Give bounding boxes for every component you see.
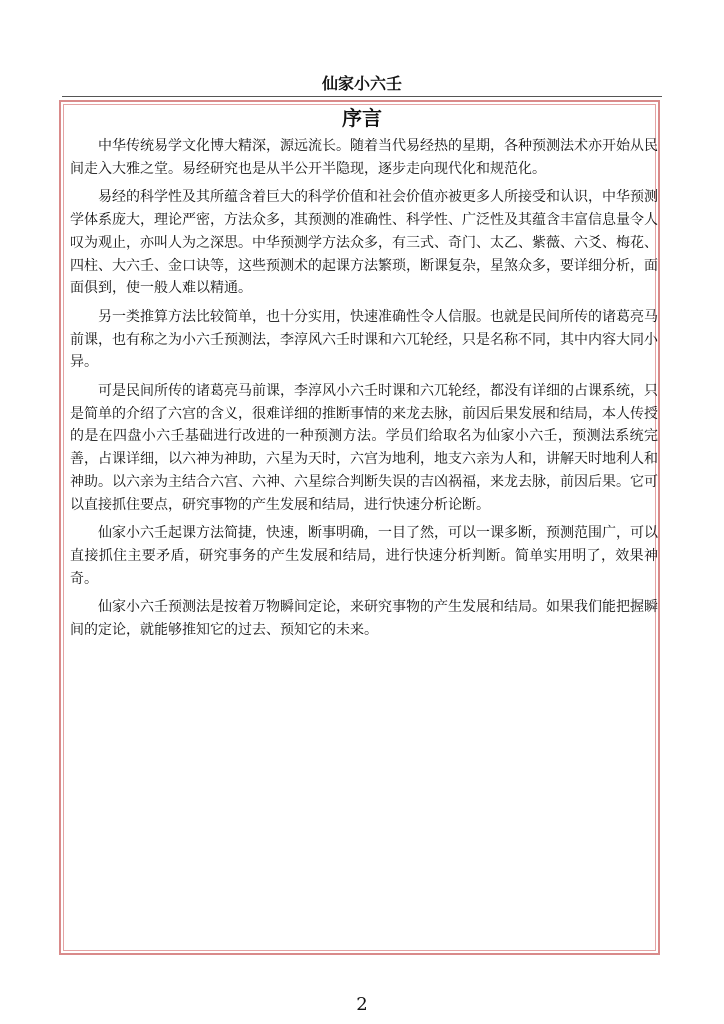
preface-body — [70, 135, 658, 648]
paragraph-3: 另一类推算方法比较简单，也十分实用，快速准确性令人信服。也就是民间所传的诸葛亮马前课，也有称之为小六壬预测法，李淳风六壬时课和六兀轮经，只是名称不同，其中内容大同小异。 — [70, 308, 658, 371]
paragraph-5: 仙家小六壬起课方法简捷，快速，断事明确，一目了然，可以一课多断，预测范围广，可以直接抓住主要矛盾，研究事务的产生发展和结局，进行快速分析判断。简单实用明了，效果神奇。 — [70, 525, 658, 587]
page-number: 2 — [356, 994, 368, 1015]
section-heading: 序言 — [342, 106, 382, 130]
document-title: 仙家小六壬 — [321, 74, 402, 93]
paragraph-2: 易经的科学性及其所蕴含着巨大的科学价值和社会价值亦被更多人所接受和认识，中华预测学体系庞大，理论严密，方法众多，其预测的准确性、科学性、广泛性及其蕴含丰富信息量令人叹为观止，亦叫人为之深思。中华预测学方法众多，有三式、奇门、太乙、紫薇、六爻、梅花、四柱、大六壬、金口诀等，这些预测术的起课方法繁琐，断课复杂，星煞众多，要详细分析，面面俱到，使一般人难以精通。 — [70, 189, 658, 297]
paragraph-6: 仙家小六壬预测法是按着万物瞬间定论，来研究事物的产生发展和结局。如果我们能把握瞬间的定论，就能够推知它的过去、预知它的未来。 — [70, 599, 658, 639]
paragraph-4: 可是民间所传的诸葛亮马前课，李淳风小六壬时课和六兀轮经，都没有详细的占课系统，只是简单的介绍了六宫的含义，很难详细的推断事情的来龙去脉，前因后果发展和结局，本人传授的是在四盘小六壬基础进行改进的一种预测方法。学员们给取名为仙家小六壬，预测法系统完善，占课详细，以六神为神助，六星为天时，六宫为地利，地支六亲为人和，讲解天时地利人和神助。以六亲为主结合六宫、六神、六星综合判断失误的吉凶祸福，来龙去脉，前因后果。它可以直接抓住要点，研究事物的产生发展和结局，进行快速分析论断。 — [70, 383, 658, 513]
header-divider — [62, 96, 662, 97]
paragraph-1: 中华传统易学文化博大精深，源远流长。随着当代易经热的星期，各种预测法术亦开始从民间走入大雅之堂。易经研究也是从半公开半隐现，逐步走向现代化和规范化。 — [70, 138, 658, 177]
